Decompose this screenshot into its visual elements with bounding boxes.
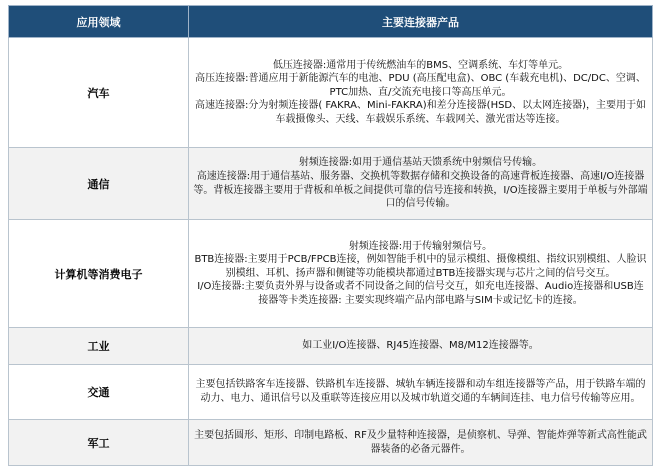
product-line: 主要包括铁路客车连接器、铁路机车连接器、城轨车辆连接器和动车组连接器等产品，用于铁路车端的动力、电力、通讯信号以及重联等连接应用以及城市轨道交通的车辆间连挂、电力信号传输等应用。 (195, 379, 646, 404)
domain-cell-automotive: 汽车 (9, 38, 189, 148)
domain-cell-industrial: 工业 (9, 328, 189, 365)
products-cell-industrial (189, 328, 653, 365)
domain-cell-communication: 通信 (9, 148, 189, 220)
product-line: 高速连接器:分为射频连接器( FAKRA、Mini-FAKRA)和差分连接器(HSD、以太网连接器)，主要用于如车载摄像头、天线、车载娱乐系统、车载网关、激光雷达等连接。 (194, 100, 647, 125)
header-main-connector-products: 主要连接器产品 (189, 6, 653, 38)
products-cell-automotive (189, 38, 653, 148)
connector-application-table-container (8, 5, 652, 466)
product-line: I/O连接器:主要负责外界与设备或者不同设备之间的信号交互，如充电连接器、Audio连接器和USB连接器等卡类连接器: 主要实现终端产品内部电路与SIM卡或记忆卡的连接。 (197, 281, 644, 306)
product-line: 低压连接器:通常用于传统燃油车的BMS、空调系统、车灯等单元。 (272, 59, 569, 71)
product-line: 射频连接器:如用于通信基站天馈系统中射频信号传输。 (298, 157, 543, 169)
table-row-automotive (9, 38, 653, 148)
table-row-industrial (9, 328, 653, 365)
domain-cell-military: 军工 (9, 420, 189, 466)
table-row-consumer-electronics (9, 220, 653, 328)
header-application-domain: 应用领域 (9, 6, 189, 38)
product-line: BTB连接器:主要用于PCB/FPCB连接，例如智能手机中的显示模组、摄像模组、指纹识别模组、人脸识别模组、耳机、扬声器和侧键等功能模块都通过BTB连接器实现与芯片之间的信号交互。 (194, 254, 647, 279)
table-row-military (9, 420, 653, 466)
domain-cell-transportation: 交通 (9, 365, 189, 420)
product-line: 射频连接器:用于传输射频信号。 (348, 240, 493, 252)
connector-application-table (8, 5, 653, 466)
product-line: 如工业I/O连接器、RJ45连接器、M8/M12连接器等。 (302, 340, 539, 352)
table-row-communication (9, 148, 653, 220)
product-line: 高压连接器:普通应用于新能源汽车的电池、PDU (高压配电盒)、OBC (车载充电机)、DC/DC、空调、PTC加热、直/交流充电接口等高压单元。 (195, 73, 646, 98)
products-cell-transportation (189, 365, 653, 420)
products-cell-communication (189, 148, 653, 220)
product-line: 高速连接器:用于通信基站、服务器、交换机等数据存储和交换设备的高速背板连接器、高速I/O连接器等。背板连接器主要用于背板和单板之间提供可靠的信号连接和转换，I/O连接器主要用于单板与外部端口的信号传输。 (193, 170, 648, 210)
domain-cell-consumer-electronics: 计算机等消费电子 (9, 220, 189, 328)
table-row-transportation (9, 365, 653, 420)
product-line: 主要包括圆形、矩形、印制电路板、RF及少量特种连接器，是侦察机、导弹、智能炸弹等新式高性能武器装备的必备元器件。 (194, 429, 647, 455)
table-header-row (9, 6, 653, 38)
products-cell-military (189, 420, 653, 466)
products-cell-consumer-electronics (189, 220, 653, 328)
